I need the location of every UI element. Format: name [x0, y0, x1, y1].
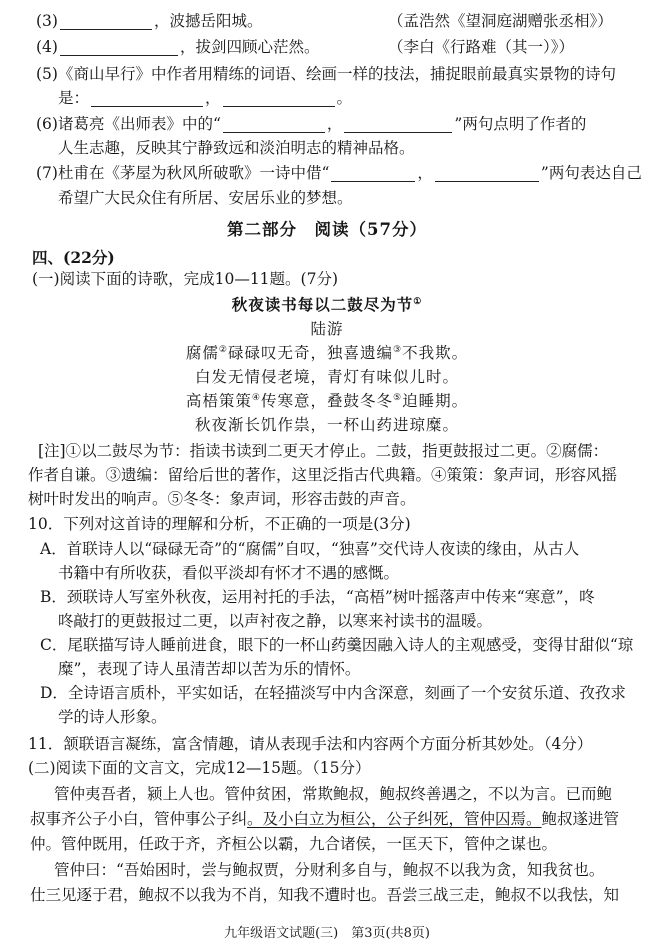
source-citation: （李白《行路难（其一）》） — [388, 38, 575, 56]
poem-line-2: 白发无情侵老境，青灯有味似儿时。 — [194, 368, 459, 386]
question-line-5: (5)《商山早行》中作者用精练的词语、绘画一样的技法，捕捉眼前最真实景物的诗句 — [36, 65, 616, 83]
poem-author: 陆游 — [310, 320, 344, 338]
notes-line-1: [注]①以二鼓尽为节：指读书读到二更天才停止。二鼓，指更鼓报过二更。②腐儒： — [38, 442, 609, 460]
answer-blank[interactable] — [60, 28, 152, 30]
option-d: D．全诗语言质朴，平实如话，在轻描淡写中内含深意，刻画了一个安贫乐道、孜孜求 — [40, 684, 626, 702]
question-line-5b: 是： ， 。 — [58, 89, 353, 107]
page-footer: 九年级语文试题(三) 第3页(共8页) — [224, 926, 430, 941]
answer-blank[interactable] — [223, 131, 325, 133]
option-c-cont: 糜”，表现了诗人虽清苦却以苦为乐的情怀。 — [58, 660, 361, 678]
option-b: B．颈联诗人写室外秋夜，运用衬托的手法，“高梧”树叶摇落声中传来“寒意”，咚 — [40, 588, 595, 606]
answer-blank[interactable] — [331, 180, 415, 182]
subsection-one-header: (一)阅读下面的诗歌，完成10—11题。(7分) — [32, 270, 338, 288]
option-a: A．首联诗人以“碌碌无奇”的“腐儒”自叹，“独喜”交代诗人夜读的缘由，从古人 — [40, 540, 580, 558]
answer-blank[interactable] — [91, 105, 203, 107]
question-line-6: (6)诸葛亮《出师表》中的“ ， ”两句点明了作者的 — [36, 115, 587, 133]
source-citation: （孟浩然《望洞庭湖赠张丞相》） — [388, 12, 613, 30]
poem-title: 秋夜读书每以二鼓尽为节① — [231, 295, 423, 314]
prose-line-2: 叔事齐公子小白，管仲事公子纠。及小白立为桓公，公子纠死，管仲囚焉。鲍叔遂进管 — [30, 810, 620, 828]
question-line-6b: 人生志趣，反映其宁静致远和淡泊明志的精神品格。 — [58, 139, 415, 157]
poem-line-1: 腐儒②碌碌叹无奇，独喜遗编③不我欺。 — [185, 344, 469, 362]
section-four-header: 四、(22分) — [32, 248, 115, 267]
poem-line-3: 高梧策策④传寒意，叠鼓冬冬⑤迫睡期。 — [185, 392, 469, 410]
option-d-cont: 学的诗人形象。 — [58, 708, 167, 726]
question-line-4: (4) ，拔剑四顾心茫然。 — [36, 38, 320, 56]
question-11: 11．颔联语言凝练，富含情趣，请从表现手法和内容两个方面分析其妙处。（4分） — [28, 735, 593, 753]
question-line-7: (7)杜甫在《茅屋为秋风所破歌》一诗中借“ ， ”两句表达自己 — [36, 164, 642, 182]
prose-line-5: 仕三见逐于君，鲍叔不以我为不肖，知我不遭时也。吾尝三战三走，鲍叔不以我怯，知 — [30, 886, 620, 904]
answer-blank[interactable] — [60, 54, 178, 56]
option-c: C．尾联描写诗人睡前进食，眼下的一杯山药羹因融入诗人的主观感受，变得甘甜似“琼 — [40, 636, 634, 654]
answer-blank[interactable] — [344, 131, 452, 133]
prose-line-3: 仲。管仲既用，任政于齐，齐桓公以霸，九合诸侯，一匡天下，管仲之谋也。 — [30, 835, 558, 853]
notes-line-3: 树叶时发出的响声。⑤冬冬：象声词，形容击鼓的声音。 — [28, 490, 416, 508]
question-10: 10．下列对这首诗的理解和分析，不正确的一项是(3分) — [28, 515, 411, 533]
notes-line-2: 作者自谦。③遗编：留给后世的著作，这里泛指古代典籍。④策策：象声词，形容风摇 — [28, 466, 618, 484]
section-title: 第二部分 阅读（57分） — [227, 220, 427, 239]
question-line-3: (3) ，波撼岳阳城。 — [36, 12, 263, 30]
option-b-cont: 咚敲打的更鼓报过二更，以声衬夜之静，以寒来衬读书的温暖。 — [58, 612, 493, 630]
answer-blank[interactable] — [435, 180, 539, 182]
poem-line-4: 秋夜渐长饥作祟，一杯山药进琼糜。 — [194, 416, 459, 434]
answer-blank[interactable] — [223, 105, 335, 107]
question-line-7b: 希望广大民众住有所居、安居乐业的梦想。 — [58, 189, 353, 207]
subsection-two-header: (二)阅读下面的文言文，完成12—15题。（15分） — [28, 759, 371, 777]
prose-line-1: 管仲夷吾者，颍上人也。管仲贫困，常欺鲍叔，鲍叔终善遇之，不以为言。已而鲍 — [54, 785, 613, 803]
prose-line-4: 管仲曰：“吾始困时，尝与鲍叔贾，分财利多自与，鲍叔不以我为贪，知我贫也。 — [54, 861, 605, 879]
option-a-cont: 书籍中有所收获，看似平淡却有怀才不遇的感慨。 — [58, 564, 400, 582]
